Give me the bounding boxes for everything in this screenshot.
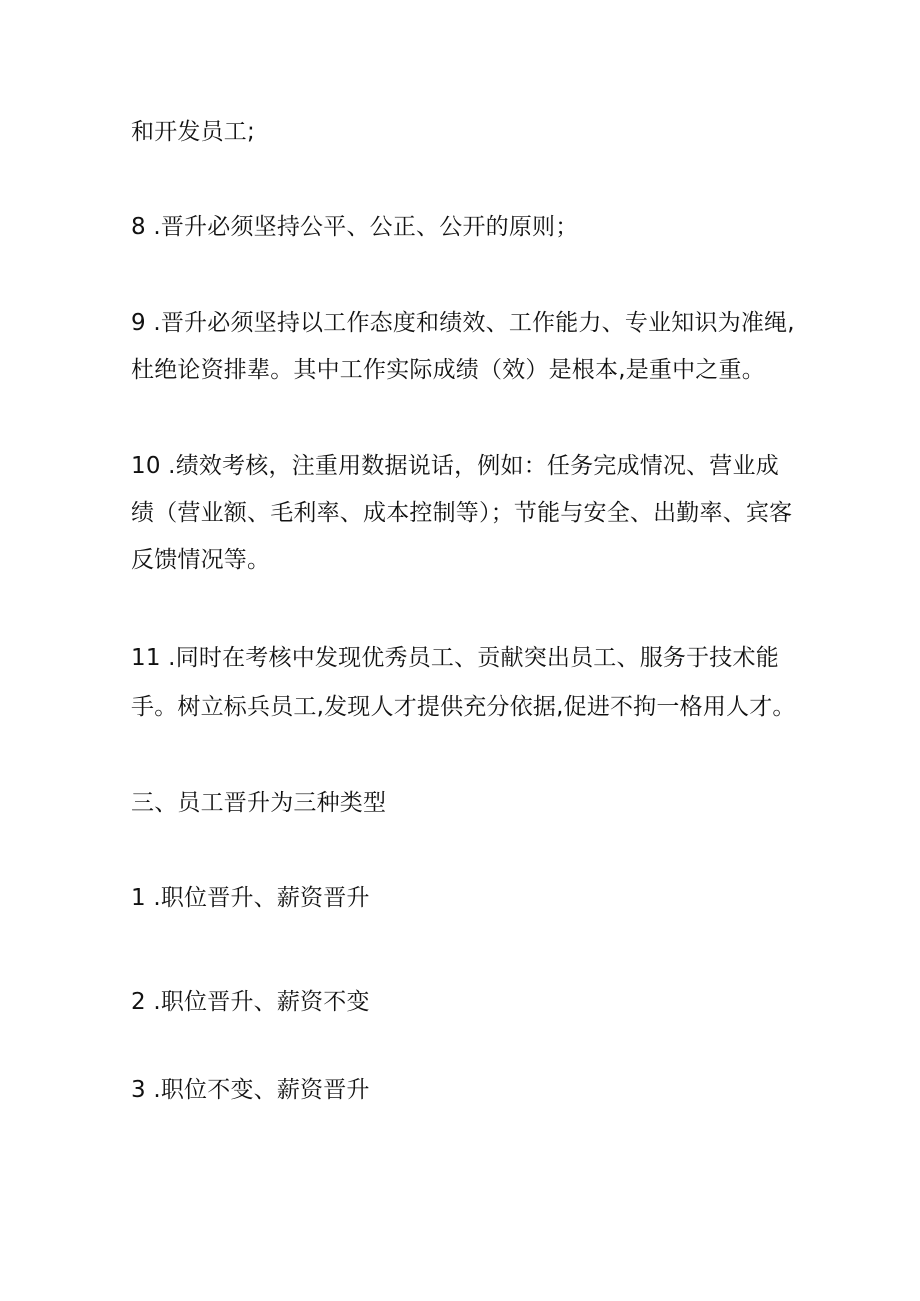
section-heading-3: 三、员工晋升为三种类型 (131, 790, 387, 816)
list-item-10-line-2: 绩（营业额、毛利率、成本控制等）；节能与安全、出勤率、宾客 (131, 500, 793, 526)
list-item-9-line-2: 杜绝论资排辈。其中工作实际成绩（效）是根本,是重中之重。 (131, 357, 765, 383)
promotion-type-1: 1 .职位晋升、薪资晋升 (131, 885, 370, 911)
promotion-type-3: 3 .职位不变、薪资晋升 (131, 1077, 370, 1103)
promotion-type-2: 2 .职位晋升、薪资不变 (131, 989, 370, 1015)
list-item-8: 8 .晋升必须坚持公平、公正、公开的原则； (131, 214, 579, 240)
list-item-10-line-1: 10 .绩效考核，注重用数据说话，例如：任务完成情况、营业成 (131, 453, 779, 479)
list-item-11-line-2: 手。树立标兵员工,发现人才提供充分依据,促进不拘一格用人才。 (131, 694, 796, 720)
list-item-10-line-3: 反馈情况等。 (131, 547, 271, 573)
list-item-9-line-1: 9 .晋升必须坚持以工作态度和绩效、工作能力、专业知识为准绳, (131, 310, 795, 336)
text-line-intro-continuation: 和开发员工; (131, 119, 255, 145)
list-item-11-line-1: 11 .同时在考核中发现优秀员工、贡献突出员工、服务于技术能 (131, 645, 779, 671)
